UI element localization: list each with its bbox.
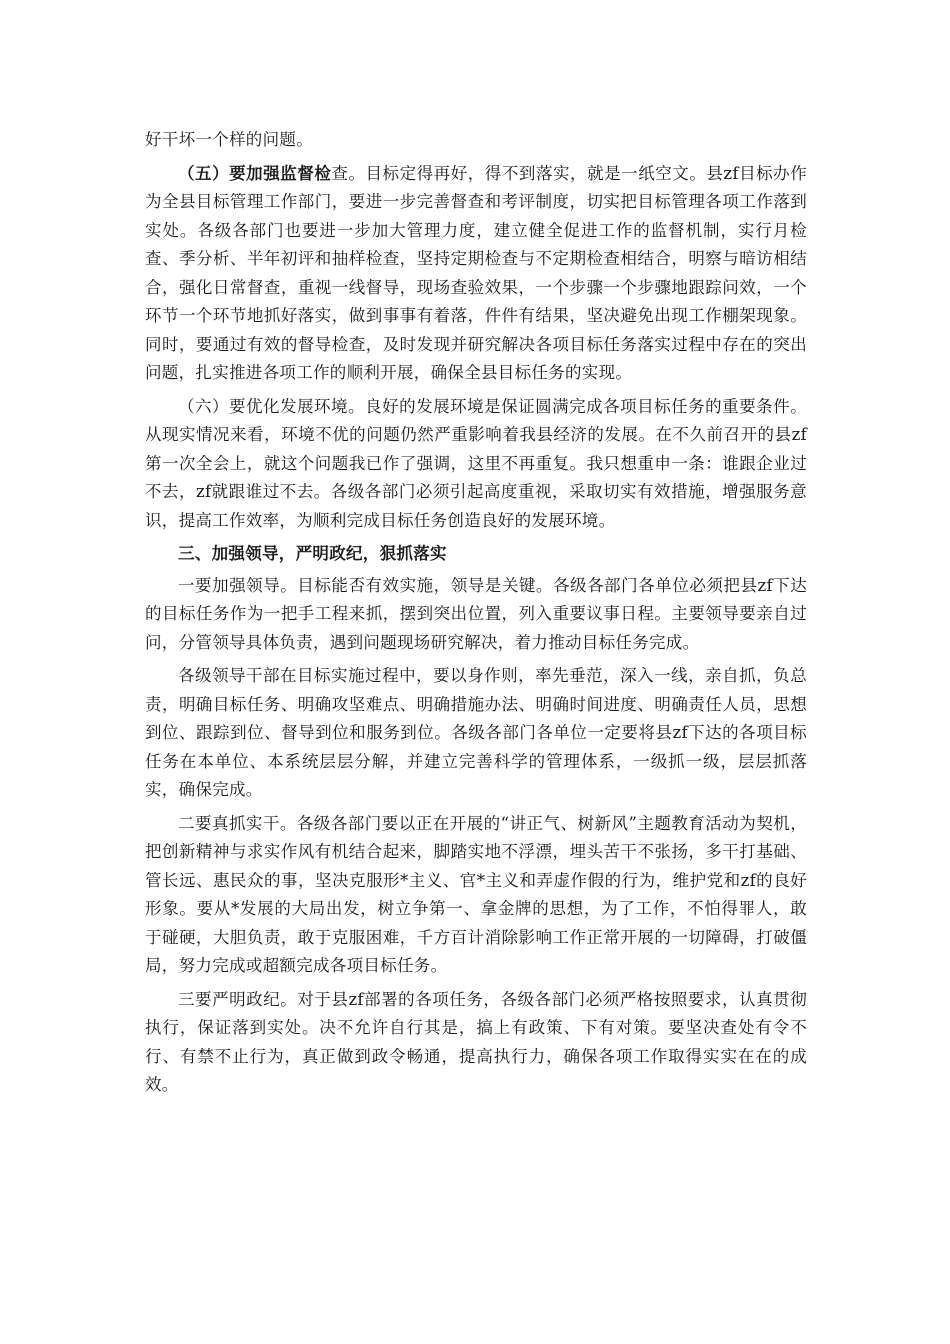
paragraph-practical-work: 二要真抓实干。各级各部门要以正在开展的“讲正气、树新风”主题教育活动为契机，把创新精神与求实作风有机结合起来，脚踏实地不浮漂，埋头苦干不张扬，多干打基础、管长远、惠民众的事，坚决克服形*主义、官*主义和弄虚作假的行为，维护党和zf的良好形象。要从*发展的大局出发，树立争第一、拿金牌的思想，为了工作，不怕得罪人，敢于碰硬，大胆负责，敢于克服困难，千方百计消除影响工作正常开展的一切障碍，打破僵局，努力完成或超额完成各项目标任务。 bbox=[145, 813, 807, 975]
paragraph-leadership: 一要加强领导。目标能否有效实施，领导是关键。各级各部门各单位必须把县zf下达的目标任务作为一把手工程来抓，摆到突出位置，列入重要议事日程。主要领导要亲自过问，分管领导具体负责，遇到问题现场研究解决，着力推动目标任务完成。 bbox=[145, 575, 807, 652]
section-heading-three: 三、加强领导，严明政纪，狠抓落实 bbox=[178, 544, 447, 563]
paragraph-discipline: 三要严明政纪。对于县zf部署的各项任务，各级各部门必须严格按照要求，认真贯彻执行，保证落到实处。决不允许自行其是，搞上有政策、下有对策。要坚决查处有令不行、有禁不止行为，真正做到政令畅通，提高执行力，确保各项工作取得实实在在的成效。 bbox=[145, 989, 807, 1094]
paragraph-environment: （六）要优化发展环境。良好的发展环境是保证圆满完成各项目标任务的重要条件。从现实情况来看，环境不优的问题仍然严重影响着我县经济的发展。在不久前召开的县zf第一次全会上，就这个问题我已作了强调，这里不再重复。我只想重申一条：谁跟企业过不去，zf就跟谁过不去。各级各部门必须引起高度重视，采取切实有效措施，增强服务意识，提高工作效率，为顺利完成目标任务创造良好的发展环境。 bbox=[145, 396, 807, 530]
paragraph-cadres: 各级领导干部在目标实施过程中，要以身作则，率先垂范，深入一线，亲自抓，负总责，明确目标任务、明确攻坚难点、明确措施办法、明确时间进度、明确责任人员，思想到位、跟踪到位、督导到位和服务到位。各级各部门各单位一定要将县zf下达的各项目标任务在本单位、本系统层层分解，并建立完善科学的管理体系，一级抓一级，层层抓落实，确保完成。 bbox=[145, 666, 807, 799]
paragraph-supervision-heading: （五）要加强监督检 bbox=[178, 163, 332, 183]
paragraph-continuation: 好干坏一个样的问题。 bbox=[145, 130, 313, 149]
paragraph-supervision bbox=[145, 160, 807, 388]
paragraph-supervision-body: 查。目标定得再好，得不到落实，就是一纸空文。县zf目标办作为全县目标管理工作部门，要进一步完善督查和考评制度，切实把目标管理各项工作落到实处。各级各部门也要进一步加大管理力度，建立健全促进工作的监督机制，实行月检查、季分析、半年初评和抽样检查，坚持定期检查与不定期检查相结合，明察与暗访相结合，强化日常督查，重视一线督导，现场查验效果，一个步骤一个步骤地跟踪问效，一个环节一个环节地抓好落实，做到事事有着落，件件有结果，坚决避免出现工作棚架现象。同时，要通过有效的督导检查，及时发现并研究解决各项目标任务落实过程中存在的突出问题，扎实推进各项工作的顺利开展，确保全县目标任务的实现。 bbox=[145, 163, 808, 382]
document-page bbox=[145, 126, 807, 1105]
